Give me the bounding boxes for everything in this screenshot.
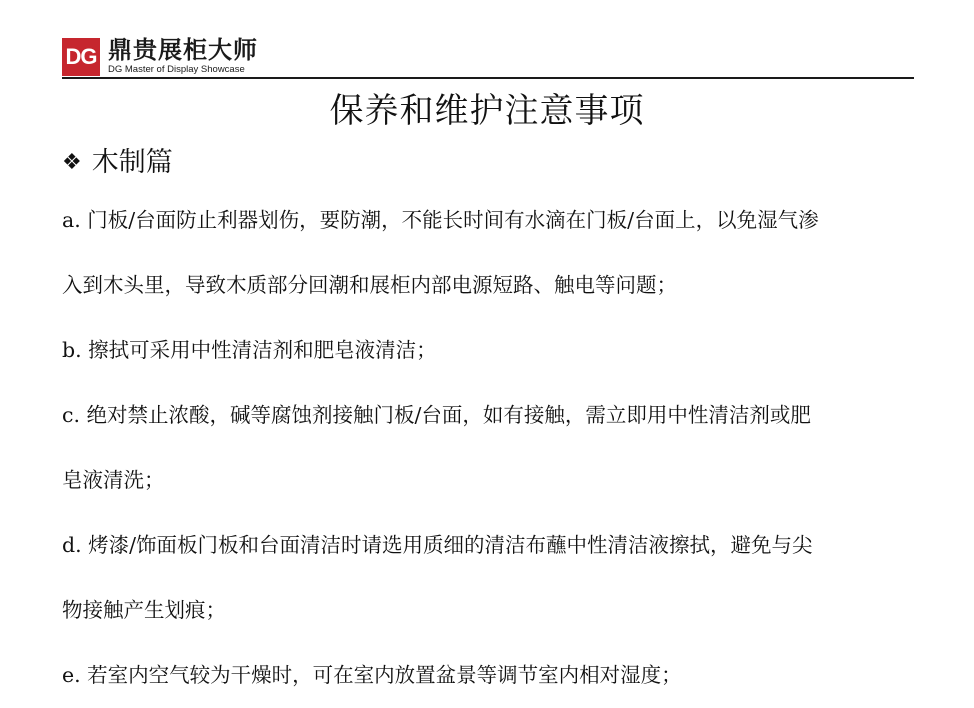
page-title: 保养和维护注意事项 — [329, 91, 645, 131]
document-header — [62, 36, 914, 78]
brand-name: 鼎贵展柜大师 — [108, 36, 258, 64]
section-heading — [62, 143, 173, 183]
paragraph-line: 入到木头里，导致木质部分回潮和展柜内部电源短路、触电等问题； — [62, 273, 677, 297]
header-divider — [62, 77, 914, 79]
paragraph-line: 物接触产生划痕； — [62, 598, 226, 622]
brand-english-name: DG Master of Display Showcase — [108, 64, 245, 75]
paragraph-line: c. 绝对禁止浓酸，碱等腐蚀剂接触门板/台面，如有接触，需立即用中性清洁剂或肥 — [62, 403, 811, 427]
paragraph-line: 皂液清洗； — [62, 468, 165, 492]
paragraph-line: b. 擦拭可采用中性清洁剂和肥皂液清洁； — [62, 338, 437, 362]
document-body — [62, 188, 918, 708]
paragraph-line: e. 若室内空气较为干燥时，可在室内放置盆景等调节室内相对湿度； — [62, 663, 682, 687]
dg-logo-icon: DG — [62, 38, 100, 76]
paragraph-line: a. 门板/台面防止利器划伤，要防潮，不能长时间有水滴在门板/台面上，以免湿气渗 — [62, 208, 819, 232]
diamond-bullet-icon: ❖ — [62, 150, 82, 175]
paragraph-line: d. 烤漆/饰面板门板和台面清洁时请选用质细的清洁布蘸中性清洁液擦拭，避免与尖 — [62, 533, 813, 557]
section-heading-label: 木制篇 — [91, 147, 173, 178]
